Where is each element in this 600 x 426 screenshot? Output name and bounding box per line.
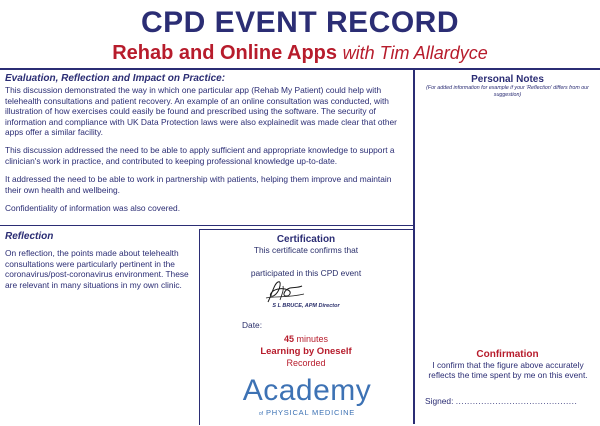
- logo-prefix: of: [258, 411, 264, 417]
- duration: [199, 334, 413, 344]
- reflection-section: [5, 232, 195, 290]
- presenter-name: with Tim Allardyce: [342, 43, 488, 63]
- section-divider: [0, 225, 413, 226]
- course-name: Rehab and Online Apps: [112, 42, 338, 64]
- personal-notes-hint: (For added information for example if your 'Reflection' differs from our suggestion): [426, 85, 589, 98]
- certification-line: participated in this CPD event: [250, 268, 362, 278]
- evaluation-heading: Evaluation, Reflection and Impact on Practice:: [5, 73, 226, 84]
- academy-logo: [232, 374, 382, 420]
- signature-line: [425, 396, 577, 406]
- record-status: Recorded: [286, 358, 326, 368]
- logo-subtitle: [232, 408, 382, 417]
- duration-unit: minutes: [296, 334, 329, 344]
- date-label: Date:: [242, 320, 263, 330]
- signed-dots: ...........................................: [455, 396, 578, 406]
- certification-heading: Certification: [276, 234, 336, 245]
- learning-type: Learning by Oneself: [260, 346, 352, 357]
- confirmation-text: I confirm that the figure above accurately reflects the time spent by me on this event.: [428, 360, 588, 381]
- evaluation-paragraph: This discussion addressed the need to be able to apply sufficient and appropriate knowledge to support a clinician's work in practice, and contributed to keeping professional knowledge up-to-date.: [5, 145, 395, 166]
- personal-notes-heading: Personal Notes: [471, 74, 544, 85]
- evaluation-paragraph: Confidentiality of information was also covered.: [5, 203, 181, 214]
- confirmation-heading: Confirmation: [476, 349, 539, 360]
- page-title: CPD EVENT RECORD: [140, 6, 460, 39]
- reflection-text: On reflection, the points made about telehealth consultations were particularly pertinent in the coronavirus/post-coronavirus environment. These are relevant in many situations in my own clinic.: [5, 248, 189, 290]
- signed-label: Signed:: [425, 396, 454, 406]
- duration-value: 45: [283, 334, 294, 344]
- signer-name: S L BRUCE, APM Director: [272, 303, 340, 309]
- director-signature: [258, 276, 308, 306]
- logo-subtitle-text: PHYSICAL MEDICINE: [265, 408, 356, 417]
- evaluation-paragraph: This discussion demonstrated the way in which one particular app (Rehab My Patient) could help with telehealth consultations and patient recovery. An example of an online consultation was conducted, with illustration of how exercises could easily be found and prescribed using the software. The security of information and compliance with UK Data Protection laws were also explainedit was made clear that other apps offer a similar facility.: [5, 85, 397, 138]
- certification-line: This certificate confirms that: [253, 245, 359, 255]
- course-subtitle: [0, 42, 600, 65]
- logo-wordmark: Academy: [242, 374, 372, 407]
- evaluation-section: [5, 74, 407, 221]
- evaluation-paragraph: It addressed the need to be able to work in partnership with patients, helping them improve and maintain their own health and wellbeing.: [5, 174, 392, 195]
- reflection-heading: Reflection: [5, 231, 54, 242]
